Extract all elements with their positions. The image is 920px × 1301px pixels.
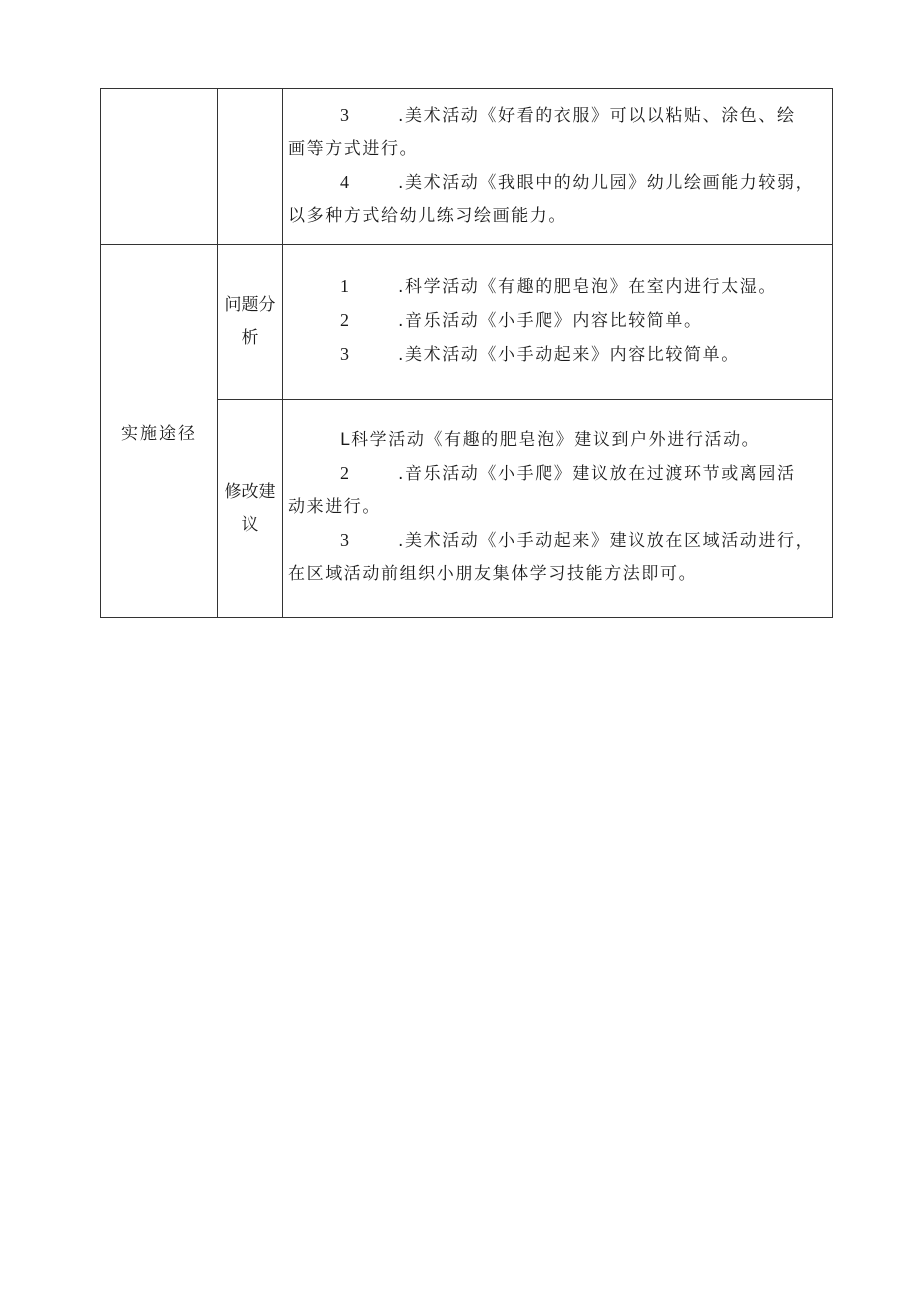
- table-row: [101, 89, 833, 245]
- list-item: 1 .科学活动《有趣的肥皂泡》在室内进行太湿。: [340, 276, 778, 297]
- list-item-continuation: 在区域活动前组织小朋友集体学习技能方法即可。: [288, 564, 698, 584]
- list-item-continuation: 画等方式进行。: [288, 138, 419, 159]
- content-cell: [283, 400, 833, 618]
- content-cell: [283, 89, 833, 245]
- list-item: 4 .美术活动《我眼中的幼儿园》幼儿绘画能力较弱，: [340, 171, 815, 193]
- list-item: 3 .美术活动《小手动起来》内容比较简单。: [340, 344, 740, 365]
- table-row: [101, 245, 833, 400]
- list-item: 2 .音乐活动《小手爬》建议放在过渡环节或离园活: [340, 463, 796, 484]
- revision-suggestion-label: 修改建议: [218, 400, 283, 618]
- sub-header-empty: [218, 89, 283, 245]
- list-item: 3 .美术活动《好看的衣服》可以以粘贴、涂色、绘: [340, 104, 796, 126]
- plan-table: [100, 88, 833, 618]
- implementation-path-label: 实施途径: [101, 245, 218, 618]
- problem-analysis-label: 问题分析: [218, 245, 283, 400]
- list-item: L科学活动《有趣的肥皂泡》建议到户外进行活动。: [340, 430, 761, 450]
- list-item: 2 .音乐活动《小手爬》内容比较简单。: [340, 310, 703, 331]
- list-item-continuation: 动来进行。: [288, 497, 381, 517]
- list-item-continuation: 以多种方式给幼儿练习绘画能力。: [288, 205, 567, 226]
- list-item: 3 .美术活动《小手动起来》建议放在区域活动进行，: [340, 530, 815, 551]
- content-cell: [283, 245, 833, 400]
- row-header-empty: [101, 89, 218, 245]
